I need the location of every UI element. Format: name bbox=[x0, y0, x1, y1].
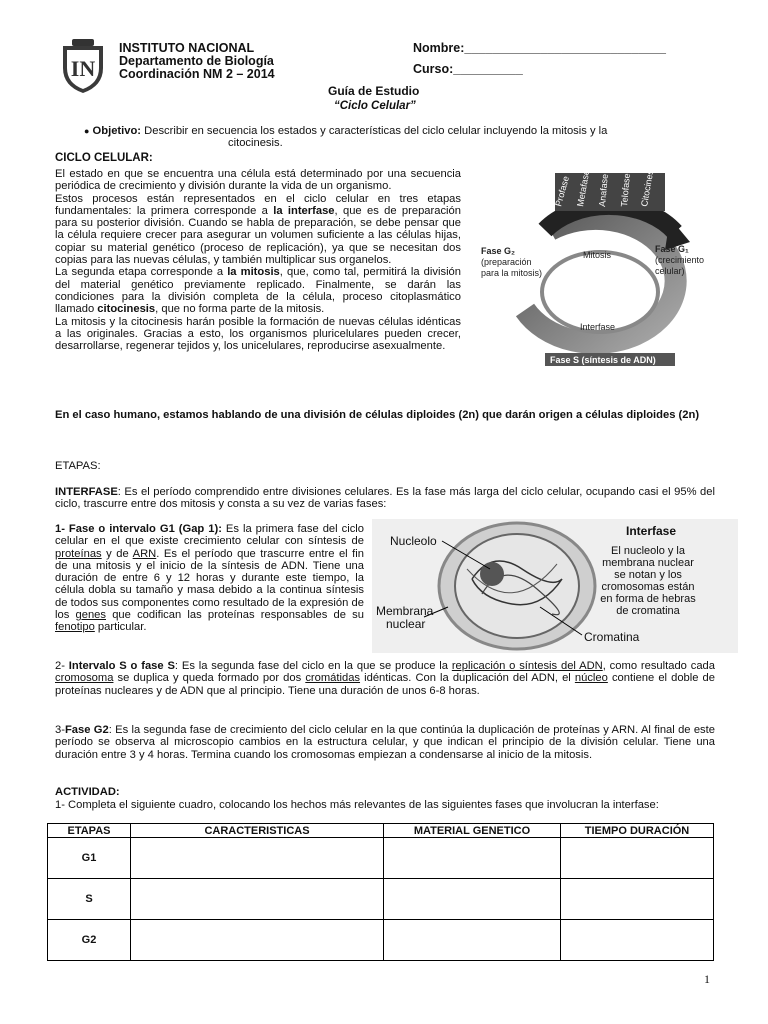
table-cell[interactable] bbox=[131, 879, 384, 920]
activity-table bbox=[47, 823, 714, 961]
table-header: MATERIAL GENETICO bbox=[384, 824, 561, 838]
svg-text:Interfase: Interfase bbox=[580, 322, 616, 332]
svg-text:membrana nuclear: membrana nuclear bbox=[602, 557, 694, 569]
svg-text:celular): celular) bbox=[655, 266, 685, 276]
svg-text:se notan y los: se notan y los bbox=[614, 569, 682, 581]
s-text: 2- Intervalo S o fase S: Es la segunda fase del ciclo en la que se produce la replicación o síntesis del ADN, como resultado cada cromosoma se duplica y queda formado por dos cromátidas idénticas. Con la duplicación del ADN, el núcleo contiene el doble de proteínas nucleares y de ADN que al principio. Tiene una duración de unos 6-8 horas. bbox=[55, 660, 715, 697]
svg-text:Fase G₁: Fase G₁ bbox=[655, 244, 689, 254]
table-header: TIEMPO DURACIÓN bbox=[561, 824, 714, 838]
table-cell[interactable] bbox=[561, 920, 714, 961]
svg-text:(preparación: (preparación bbox=[481, 257, 532, 267]
table-row bbox=[48, 920, 714, 961]
table-cell[interactable] bbox=[384, 838, 561, 879]
svg-text:Membrana: Membrana bbox=[376, 604, 434, 618]
phase-label: Profase bbox=[553, 174, 571, 208]
table-header: ETAPAS bbox=[48, 824, 131, 838]
phase-label: Telofase bbox=[619, 172, 632, 208]
guide-subtitle: “Ciclo Celular” bbox=[334, 100, 416, 112]
svg-text:para la mitosis): para la mitosis) bbox=[481, 268, 543, 278]
phase-label: Anafase bbox=[597, 173, 610, 208]
interfase-text: INTERFASE: Es el período comprendido entre divisiones celulares. Es la fase más larga del ciclo celular, ocupando casi el 95% del ciclo, trascurre entre dos mitosis y consta a su vez de varias fases: bbox=[55, 486, 715, 511]
objective: ● Objetivo: Describir en secuencia los estados y características del ciclo celular incluyendo la mitosis y la bbox=[84, 125, 608, 137]
table-cell[interactable] bbox=[131, 920, 384, 961]
department-name: Departamento de Biología bbox=[119, 54, 274, 68]
human-note: En el caso humano, estamos hablando de una división de células diploides (2n) que darán origen a células diploides (2n) bbox=[55, 409, 700, 421]
school-logo bbox=[60, 38, 106, 94]
course-field[interactable]: Curso:__________ bbox=[413, 62, 523, 76]
phase-label: Metafase bbox=[575, 169, 592, 208]
svg-text:nuclear: nuclear bbox=[386, 617, 426, 631]
guide-title: Guía de Estudio bbox=[328, 84, 420, 98]
actividad-instruction: 1- Completa el siguiente cuadro, colocando los hechos más relevantes de las siguientes fases que involucran la interfase: bbox=[55, 799, 659, 811]
table-cell[interactable] bbox=[384, 920, 561, 961]
objective-label: Objetivo: bbox=[92, 125, 142, 137]
table-cell[interactable] bbox=[384, 879, 561, 920]
table-cell[interactable] bbox=[561, 879, 714, 920]
actividad-heading: ACTIVIDAD: bbox=[55, 786, 120, 798]
table-row bbox=[48, 879, 714, 920]
coordination: Coordinación NM 2 – 2014 bbox=[119, 67, 275, 81]
table-cell[interactable] bbox=[131, 838, 384, 879]
svg-text:Fase S (síntesis de ADN): Fase S (síntesis de ADN) bbox=[550, 355, 656, 365]
g1-text: 1- Fase o intervalo G1 (Gap 1): Es la primera fase del ciclo celular en el que existe crecimiento celular con síntesis de proteínas y de ARN. Es el período que trascurre entre el fin de una mitosis y el inicio de la síntesis de ADN. Tiene una duración de entre 6 y 12 horas y durante este tiempo, la célula dobla su tamaño y masa debido a la continua síntesis de todos sus componentes como resultado de la expresión de los genes que codifican las proteínas responsables de su fenotipo particular. bbox=[55, 523, 364, 634]
svg-text:cromosomas están: cromosomas están bbox=[601, 581, 695, 593]
table-header-row bbox=[48, 824, 714, 838]
school-name: INSTITUTO NACIONAL bbox=[119, 41, 255, 55]
svg-text:Interfase: Interfase bbox=[626, 524, 677, 538]
etapas-label: ETAPAS: bbox=[55, 460, 101, 472]
ciclo-text: El estado en que se encuentra una célula está determinado por una secuencia periódica de crecimiento y división durante la vida de un organismo. Estos procesos están representados en el ciclo celular en tres etapas fundamentales: la primera corresponde a la interfase, que es de preparación para su posterior división. Cuando se habla de preparación, se debe pensar que la célula requiere crecer para asegurar un volumen suficiente a las células hijas, copiar su material genético (proceso de replicación), ya que se necesitan dos copias para las nuevas células, y también multiplicar sus organelos. La segunda etapa corresponde a la mitosis, que, como tal, permitirá la división del material genético previamente replicado. Finalmente, se darán las condiciones para la división completa de la célula, proceso citoplasmático llamado citocinesis, que no forma parte de la mitosis. La mitosis y la citocinesis harán posible la formación de nuevas células idénticas a las originales. Gracias a esto, los organismos pluricelulares pueden crecer, desarrollarse, regenerar tejidos y, los unicelulares, reproducirse asexualmente. bbox=[55, 168, 461, 353]
svg-text:IN: IN bbox=[70, 56, 96, 81]
svg-text:Mitosis: Mitosis bbox=[583, 250, 612, 260]
table-row-label: G2 bbox=[48, 920, 131, 961]
cell-cycle-diagram bbox=[475, 160, 725, 372]
section-heading-ciclo: CICLO CELULAR: bbox=[55, 152, 153, 164]
objective-line2: citocinesis. bbox=[228, 137, 283, 149]
g2-text: 3-Fase G2: Es la segunda fase de crecimiento del ciclo celular en la que continúa la duplicación de proteínas y ARN. Al final de este período se observa al microscopio cambios en la estructura celular, y que indican el principio de la división celular. Tiene una duración entre 3 y 4 horas. Termina cuando los cromosomas empiezan a condensarse al inicio de la mitosis. bbox=[55, 724, 715, 761]
svg-text:de cromatina: de cromatina bbox=[616, 605, 680, 617]
interfase-cell-diagram bbox=[372, 519, 738, 653]
table-row bbox=[48, 838, 714, 879]
table-row-label: G1 bbox=[48, 838, 131, 879]
table-cell[interactable] bbox=[561, 838, 714, 879]
phase-label: Citocinesis bbox=[639, 162, 657, 208]
svg-text:en forma de hebras: en forma de hebras bbox=[600, 593, 696, 605]
svg-text:Cromatina: Cromatina bbox=[584, 630, 640, 644]
table-row-label: S bbox=[48, 879, 131, 920]
bullet-icon: ● bbox=[84, 126, 90, 136]
svg-text:Fase G₂: Fase G₂ bbox=[481, 246, 516, 256]
svg-text:(crecimiento: (crecimiento bbox=[655, 255, 705, 265]
page-number: 1 bbox=[704, 972, 710, 986]
svg-text:Nucleolo: Nucleolo bbox=[390, 534, 437, 548]
table-header: CARACTERISTICAS bbox=[131, 824, 384, 838]
svg-text:El nucleolo y la: El nucleolo y la bbox=[611, 545, 685, 557]
name-field[interactable]: Nombre:_____________________________ bbox=[413, 41, 666, 55]
